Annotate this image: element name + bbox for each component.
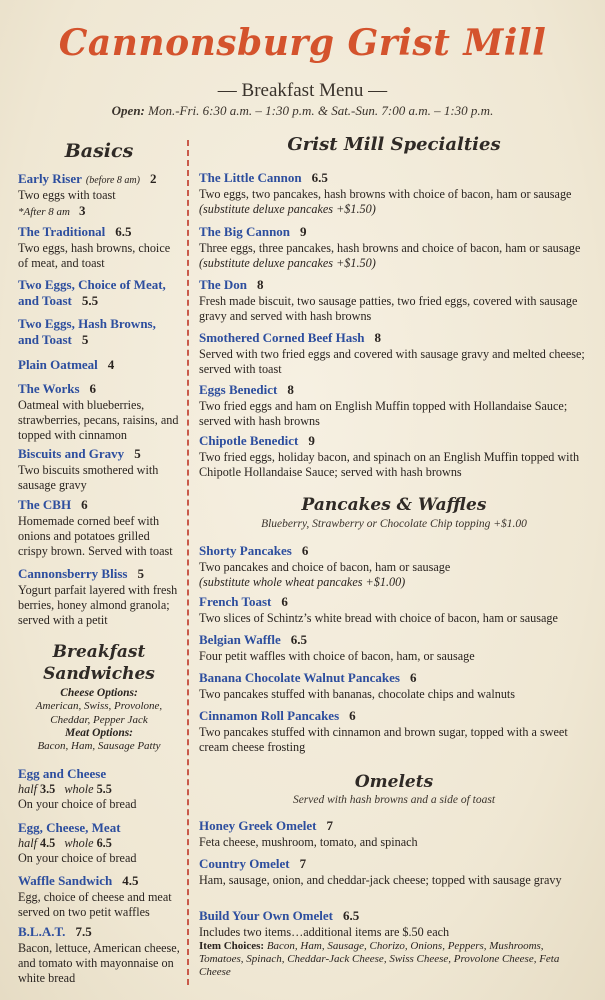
item-name: Two Eggs, Choice of Meat, and Toast <box>18 277 166 308</box>
item-desc: Homemade corned beef with onions and potatoes grilled crispy brown. Served with toast <box>18 514 173 558</box>
item-desc: Two eggs, hash browns, choice of meat, and toast <box>18 241 171 270</box>
half-price: 4.5 <box>40 836 56 850</box>
item-desc: Two pancakes and choice of bacon, ham or sausage <box>199 560 451 574</box>
menu-item-big-cannon <box>199 223 589 271</box>
item-name: Belgian Waffle <box>199 632 281 647</box>
menu-item-cannonsberry-bliss <box>18 565 180 628</box>
item-price: 2 <box>149 171 157 186</box>
item-desc: Includes two items…additional items are $.50 each <box>199 925 450 939</box>
menu-item-build-omelet <box>199 907 589 979</box>
menu-item-oatmeal <box>18 356 180 374</box>
item-price: 7 <box>299 856 307 871</box>
item-desc: Two fried eggs, holiday bacon, and spinach on an English Muffin topped with Chipotle Hollandaise Sauce; served with hash browns <box>199 450 580 479</box>
menu-item-little-cannon <box>199 169 589 217</box>
item-desc: Served with two fried eggs and covered with sausage gravy and melted cheese; served with toast <box>199 347 585 376</box>
item-desc: Fresh made biscuit, two sausage patties, two fried eggs, covered with sausage gravy and served with hash browns <box>199 294 578 323</box>
item-desc: Bacon, lettuce, American cheese, and tomato with mayonnaise on white bread <box>18 941 180 985</box>
menu-item-chipotle-benedict <box>199 432 589 480</box>
item-name: The CBH <box>18 497 72 512</box>
menu-item-the-don <box>199 276 589 324</box>
menu-item-eggs-benedict <box>199 381 589 429</box>
pancakes-title: Pancakes & Waffles <box>301 495 487 515</box>
menu-item-egg-cheese <box>18 766 180 812</box>
half-label: half <box>18 836 37 850</box>
cheese-options-heading: Cheese Options: <box>60 687 138 699</box>
menu-item-two-eggs-meat <box>18 277 180 309</box>
item-desc: Two slices of Schintz’s white bread with choice of bacon, ham or sausage <box>199 611 558 625</box>
meat-options-heading: Meat Options: <box>64 727 134 739</box>
item-desc: Egg, choice of cheese and meat served on two petit waffles <box>18 890 172 919</box>
item-price: 7 <box>326 818 333 833</box>
omelets-title: Omelets <box>354 772 434 792</box>
item-name: French Toast <box>199 594 272 609</box>
whole-label: whole <box>64 836 94 850</box>
item-price: 6.5 <box>290 632 307 647</box>
item-price: 8 <box>374 330 382 345</box>
specialties-title: Grist Mill Specialties <box>287 134 501 155</box>
item-desc: Two pancakes stuffed with bananas, chocolate chips and walnuts <box>199 687 516 701</box>
menu-item-biscuits-gravy <box>18 445 180 493</box>
item-name: The Works <box>18 381 80 396</box>
item-name: Cannonsberry Bliss <box>18 566 128 581</box>
menu-item-french-toast <box>199 593 589 626</box>
menu-subtitle: — Breakfast Menu — <box>217 80 388 101</box>
item-price: 4.5 <box>122 873 139 888</box>
menu-item-waffle-sandwich <box>18 872 180 920</box>
item-name: Eggs Benedict <box>199 382 278 397</box>
menu-item-cbh <box>18 496 180 559</box>
after-8-price: 3 <box>79 203 86 218</box>
menu-item-early-riser <box>18 170 180 220</box>
item-name: Cinnamon Roll Pancakes <box>199 708 340 723</box>
hours-label: Open: <box>111 103 145 118</box>
item-name: The Little Cannon <box>199 170 302 185</box>
menu-item-country-omelet <box>199 855 589 888</box>
item-price: 5 <box>137 566 144 581</box>
item-desc: Three eggs, three pancakes, hash browns and choice of bacon, ham or sausage <box>199 241 581 255</box>
item-name: Honey Greek Omelet <box>199 818 317 833</box>
item-name: Egg and Cheese <box>18 766 107 781</box>
item-desc: On your choice of bread <box>18 851 137 865</box>
item-name: Shorty Pancakes <box>199 543 292 558</box>
item-name: Smothered Corned Beef Hash <box>199 330 365 345</box>
menu-item-two-eggs-hash <box>18 316 180 348</box>
whole-price: 6.5 <box>96 836 112 850</box>
basics-title: Basics <box>64 140 134 162</box>
whole-price: 5.5 <box>96 782 112 796</box>
item-desc: Oatmeal with blueberries, strawberries, pecans, raisins, and topped with cinnamon <box>18 398 179 442</box>
cheese-options: American, Swiss, Provolone, Cheddar, Pepper Jack <box>35 700 163 726</box>
item-substitute: (substitute whole wheat pancakes +$1.00) <box>199 575 406 589</box>
item-desc: Two eggs, two pancakes, hash browns with choice of bacon, ham or sausage <box>199 187 572 201</box>
item-name: Build Your Own Omelet <box>199 908 333 923</box>
item-desc: On your choice of bread <box>18 797 137 811</box>
item-price: 5 <box>134 446 141 461</box>
menu-item-traditional <box>18 223 180 271</box>
item-name: Biscuits and Gravy <box>18 446 125 461</box>
item-name: The Don <box>199 277 248 292</box>
sandwich-options <box>18 687 180 753</box>
item-price: 7.5 <box>75 924 92 939</box>
item-choices: Bacon, Ham, Sausage, Chorizo, Onions, Peppers, Mushrooms, Tomatoes, Spinach, Cheddar-Jack Cheese, Swiss Cheese, Provolone Cheese, Feta Cheese <box>199 940 560 978</box>
omelets-note: Served with hash browns and a side of toast <box>292 794 496 806</box>
after-8-label: *After 8 am <box>18 206 70 218</box>
half-label: half <box>18 782 37 796</box>
item-substitute: (substitute deluxe pancakes +$1.50) <box>199 202 376 216</box>
item-substitute: (substitute deluxe pancakes +$1.50) <box>199 256 376 270</box>
item-desc: Two biscuits smothered with sausage gravy <box>18 463 159 492</box>
restaurant-title: Cannonsburg Grist Mill <box>58 22 547 64</box>
item-name: Chipotle Benedict <box>199 433 299 448</box>
sandwiches-title-line1: Breakfast <box>52 642 146 662</box>
meat-options: Bacon, Ham, Sausage Patty <box>37 740 161 752</box>
item-price: 6 <box>89 381 97 396</box>
item-desc: Two eggs with toast <box>18 188 116 202</box>
item-name: Early Riser <box>18 171 82 186</box>
item-note: (before 8 am) <box>85 175 140 186</box>
menu-item-shorty-pancakes <box>199 542 589 590</box>
item-price: 6.5 <box>343 908 360 923</box>
item-name: The Big Cannon <box>199 224 291 239</box>
sandwiches-title-line2: Sandwiches <box>43 664 155 684</box>
item-price: 6 <box>349 708 356 723</box>
item-desc: Four petit waffles with choice of bacon, ham, or sausage <box>199 649 475 663</box>
item-price: 9 <box>300 224 307 239</box>
item-price: 6 <box>81 497 88 512</box>
whole-label: whole <box>64 782 94 796</box>
item-price: 8 <box>257 277 264 292</box>
item-price: 8 <box>287 382 294 397</box>
half-price: 3.5 <box>40 782 56 796</box>
item-desc: Yogurt parfait layered with fresh berries, honey almond granola; served with a petit <box>18 583 178 627</box>
item-name: Egg, Cheese, Meat <box>18 820 121 835</box>
item-name: The Traditional <box>18 224 106 239</box>
menu-item-belgian-waffle <box>199 631 589 664</box>
menu-item-honey-greek-omelet <box>199 817 589 850</box>
item-price: 6.5 <box>115 224 132 239</box>
item-desc: Ham, sausage, onion, and cheddar-jack cheese; topped with sausage gravy <box>199 873 562 887</box>
item-name: Plain Oatmeal <box>18 357 98 372</box>
item-name: Country Omelet <box>199 856 290 871</box>
item-name: B.L.A.T. <box>18 924 66 939</box>
column-divider <box>187 140 189 985</box>
item-price: 5 <box>81 332 89 347</box>
item-price: 4 <box>107 357 115 372</box>
menu-item-egg-cheese-meat <box>18 820 180 866</box>
item-price: 6 <box>301 543 309 558</box>
menu-item-the-works <box>18 380 180 443</box>
menu-item-blat <box>18 923 180 986</box>
hours-text: Mon.-Fri. 6:30 a.m. – 1:30 p.m. & Sat.-Sun. 7:00 a.m. – 1:30 p.m. <box>148 103 494 118</box>
item-name: Banana Chocolate Walnut Pancakes <box>199 670 400 685</box>
item-desc: Two fried eggs and ham on English Muffin topped with Hollandaise Sauce; served with hash browns <box>199 399 568 428</box>
item-price: 9 <box>308 433 315 448</box>
item-desc: Feta cheese, mushroom, tomato, and spinach <box>199 835 418 849</box>
opening-hours <box>0 103 605 119</box>
item-price: 6.5 <box>311 170 328 185</box>
menu-item-banana-pancakes <box>199 669 589 702</box>
menu-item-corned-beef-hash <box>199 329 589 377</box>
item-name: Waffle Sandwich <box>18 873 113 888</box>
item-price: 6 <box>409 670 417 685</box>
menu-item-cinnamon-roll-pancakes <box>199 707 589 755</box>
item-name: Two Eggs, Hash Browns, and Toast <box>18 316 156 347</box>
item-choices-label: Item Choices: <box>199 940 265 952</box>
item-price: 5.5 <box>81 293 99 308</box>
item-price: 6 <box>281 594 288 609</box>
pancakes-note: Blueberry, Strawberry or Chocolate Chip topping +$1.00 <box>261 518 527 530</box>
item-desc: Two pancakes stuffed with cinnamon and brown sugar, topped with a sweet cream cheese frosting <box>199 725 568 754</box>
